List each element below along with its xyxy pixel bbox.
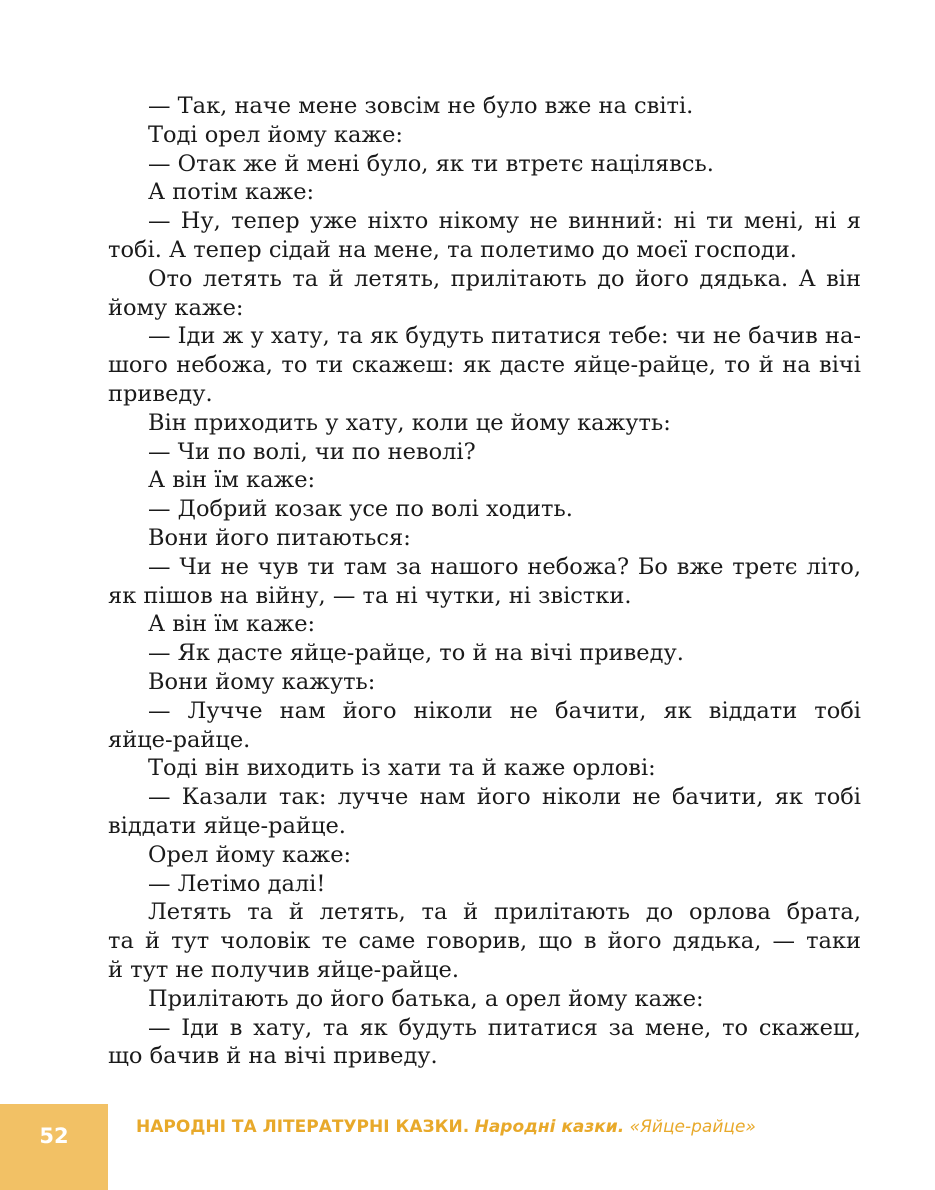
text-line: — Іди в хату, та як будуть питатися за мене, то скажеш, bbox=[148, 1014, 861, 1041]
text-line: Прилітають до його батька, а орел йому каже: bbox=[148, 985, 704, 1012]
text-line: А потім каже: bbox=[148, 179, 315, 206]
text-line: А він їм каже: bbox=[148, 467, 316, 494]
text-line: Орел йому каже: bbox=[148, 841, 352, 868]
text-line: Вони йому кажуть: bbox=[148, 668, 376, 695]
footer-story-title: «Яйце-райце» bbox=[629, 1117, 756, 1137]
text-line: — Як дасте яйце-райце, то й на вічі приведу. bbox=[148, 640, 684, 667]
page-number-box bbox=[0, 1104, 108, 1190]
text-line: та й тут чоловік те саме говорив, що в його дядька, — таки bbox=[108, 928, 861, 955]
text-line: й тут не получив яйце-райце. bbox=[108, 956, 459, 983]
text-line: Вони його питаються: bbox=[148, 524, 411, 551]
text-line: Летять та й летять, та й прилітають до орлова брата, bbox=[148, 899, 861, 926]
text-line: приведу. bbox=[108, 380, 213, 407]
text-line: тобі. А тепер сідай на мене, та полетимо до моєї господи. bbox=[108, 236, 797, 263]
text-line: — Летімо далі! bbox=[148, 870, 326, 897]
text-line: — Чи по волі, чи по неволі? bbox=[148, 438, 476, 465]
running-footer bbox=[136, 1117, 756, 1137]
text-line: Тоді він виходить із хати та й каже орлові: bbox=[148, 755, 656, 782]
text-line: — Ну, тепер уже ніхто нікому не винний: ні ти мені, ні я bbox=[148, 208, 861, 235]
text-line: Ото летять та й летять, прилітають до його дядька. А він bbox=[148, 265, 861, 292]
text-line: Він приходить у хату, коли це йому кажуть: bbox=[148, 409, 671, 436]
text-line: йому каже: bbox=[108, 294, 244, 321]
story-text bbox=[108, 92, 861, 1071]
text-line: що бачив й на вічі приведу. bbox=[108, 1043, 438, 1070]
text-line: шого небожа, то ти скажеш: як дасте яйце-райце, то й на вічі bbox=[108, 352, 861, 379]
text-line: — Лучче нам його ніколи не бачити, як віддати тобі bbox=[148, 697, 861, 724]
text-line: — Добрий козак усе по волі ходить. bbox=[148, 496, 573, 523]
text-line: — Так, наче мене зовсім не було вже на світі. bbox=[148, 93, 694, 119]
text-line: А він їм каже: bbox=[148, 611, 316, 638]
footer-section: НАРОДНІ ТА ЛІТЕРАТУРНІ КАЗКИ. bbox=[136, 1117, 470, 1137]
page-number: 52 bbox=[39, 1124, 69, 1148]
text-line: — Іди ж у хату, та як будуть питатися тебе: чи не бачив на- bbox=[148, 323, 861, 350]
text-line: — Казали так: лучче нам його ніколи не бачити, як тобі bbox=[148, 784, 861, 811]
text-line: віддати яйце-райце. bbox=[108, 812, 346, 839]
text-line: — Отак же й мені було, як ти втретє націлявсь. bbox=[148, 150, 714, 177]
text-line: як пішов на війну, — та ні чутки, ні звістки. bbox=[108, 582, 632, 609]
text-line: яйце-райце. bbox=[108, 726, 251, 753]
text-line: — Чи не чув ти там за нашого небожа? Бо вже третє літо, bbox=[148, 553, 861, 580]
text-line: Тоді орел йому каже: bbox=[148, 121, 403, 148]
footer-subsection: Народні казки. bbox=[474, 1117, 625, 1137]
